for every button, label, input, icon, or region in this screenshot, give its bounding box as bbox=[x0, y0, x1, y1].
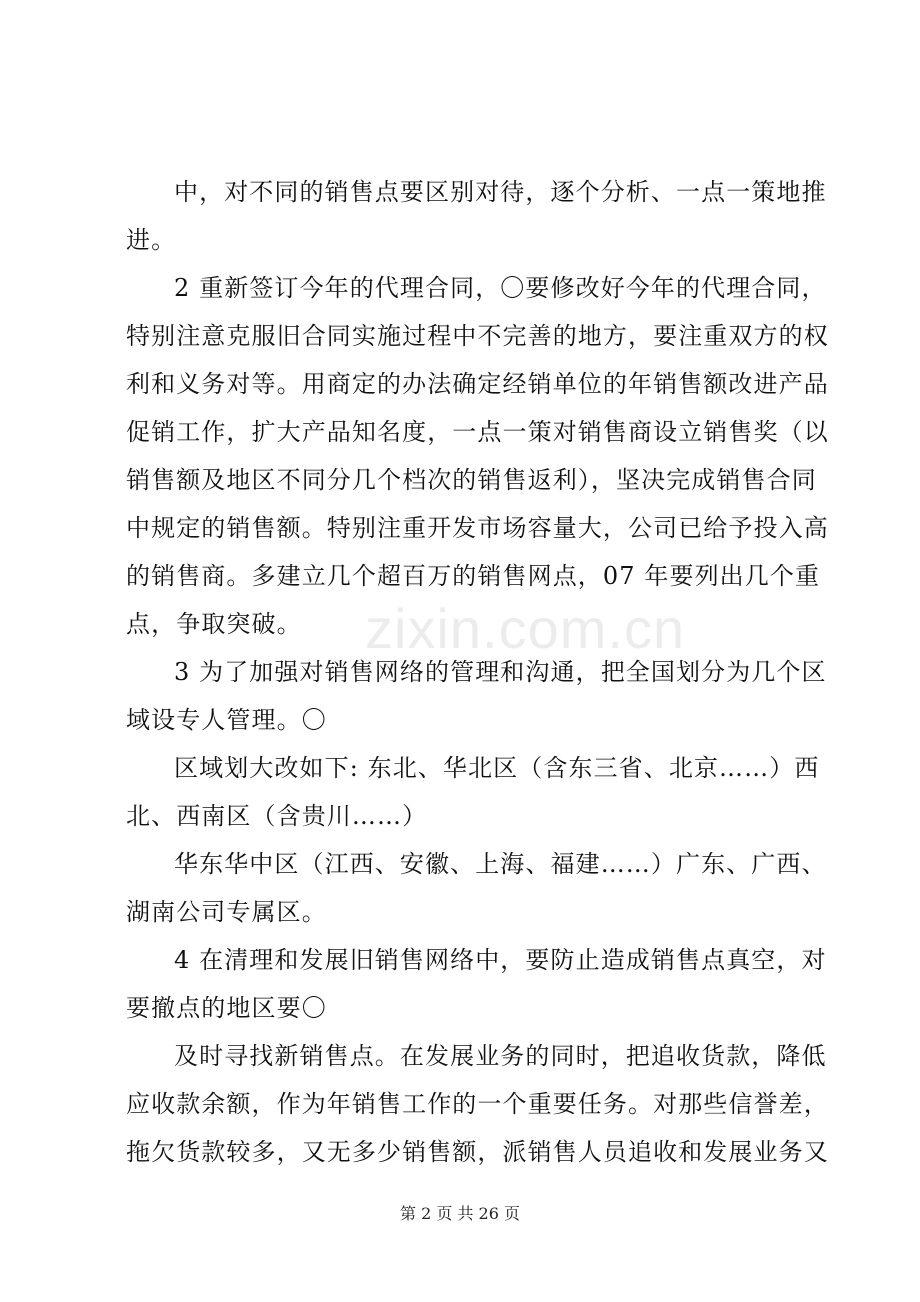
text-line-2: 进。 bbox=[126, 226, 177, 254]
text-line-21: 拖欠货款较多，又无多少销售额，派销售人员追收和发展业务又 bbox=[126, 1138, 829, 1166]
text-line-16: 湖南公司专属区。 bbox=[126, 898, 327, 926]
text-line-8: 中规定的销售额。特别注重开发市场容量大，公司已给予投入高 bbox=[126, 514, 829, 542]
text-line-6: 促销工作，扩大产品知名度，一点一策对销售商设立销售奖（以 bbox=[126, 418, 829, 446]
text-line-15: 华东华中区（江西、安徽、上海、福建……）广东、广西、 bbox=[174, 850, 827, 878]
text-line-7: 销售额及地区不同分几个档次的销售返利），坚决完成销售合同 bbox=[126, 466, 817, 494]
text-line-12: 域设专人管理。〇 bbox=[126, 706, 327, 734]
page-footer: 第 2 页 共 26 页 bbox=[400, 1204, 520, 1223]
watermark: zixin.com.cn bbox=[365, 597, 686, 660]
text-line-11: 3 为了加强对销售网络的管理和沟通，把全国划分为几个区 bbox=[174, 658, 827, 686]
text-line-3: 2 重新签订今年的代理合同，〇要修改好今年的代理合同， bbox=[174, 274, 827, 302]
text-line-17: 4 在清理和发展旧销售网络中，要防止造成销售点真空，对 bbox=[174, 946, 827, 974]
text-line-18: 要撤点的地区要〇 bbox=[126, 994, 327, 1022]
text-line-5: 利和义务对等。用商定的办法确定经销单位的年销售额改进产品 bbox=[126, 370, 829, 398]
text-line-14: 北、西南区（含贵川……） bbox=[126, 802, 428, 830]
text-line-20: 应收款余额，作为年销售工作的一个重要任务。对那些信誉差， bbox=[126, 1090, 829, 1118]
text-line-19: 及时寻找新销售点。在发展业务的同时，把追收货款，降低 bbox=[174, 1042, 827, 1070]
text-line-9: 的销售商。多建立几个超百万的销售网点，07 年要列出几个重 bbox=[126, 562, 821, 590]
text-line-1: 中，对不同的销售点要区别对待，逐个分析、一点一策地推 bbox=[174, 178, 827, 206]
text-line-10: 点，争取突破。 bbox=[126, 610, 302, 638]
text-line-4: 特别注意克服旧合同实施过程中不完善的地方，要注重双方的权 bbox=[126, 322, 829, 350]
text-line-13: 区域划大改如下: 东北、华北区（含东三省、北京……）西 bbox=[174, 754, 820, 782]
